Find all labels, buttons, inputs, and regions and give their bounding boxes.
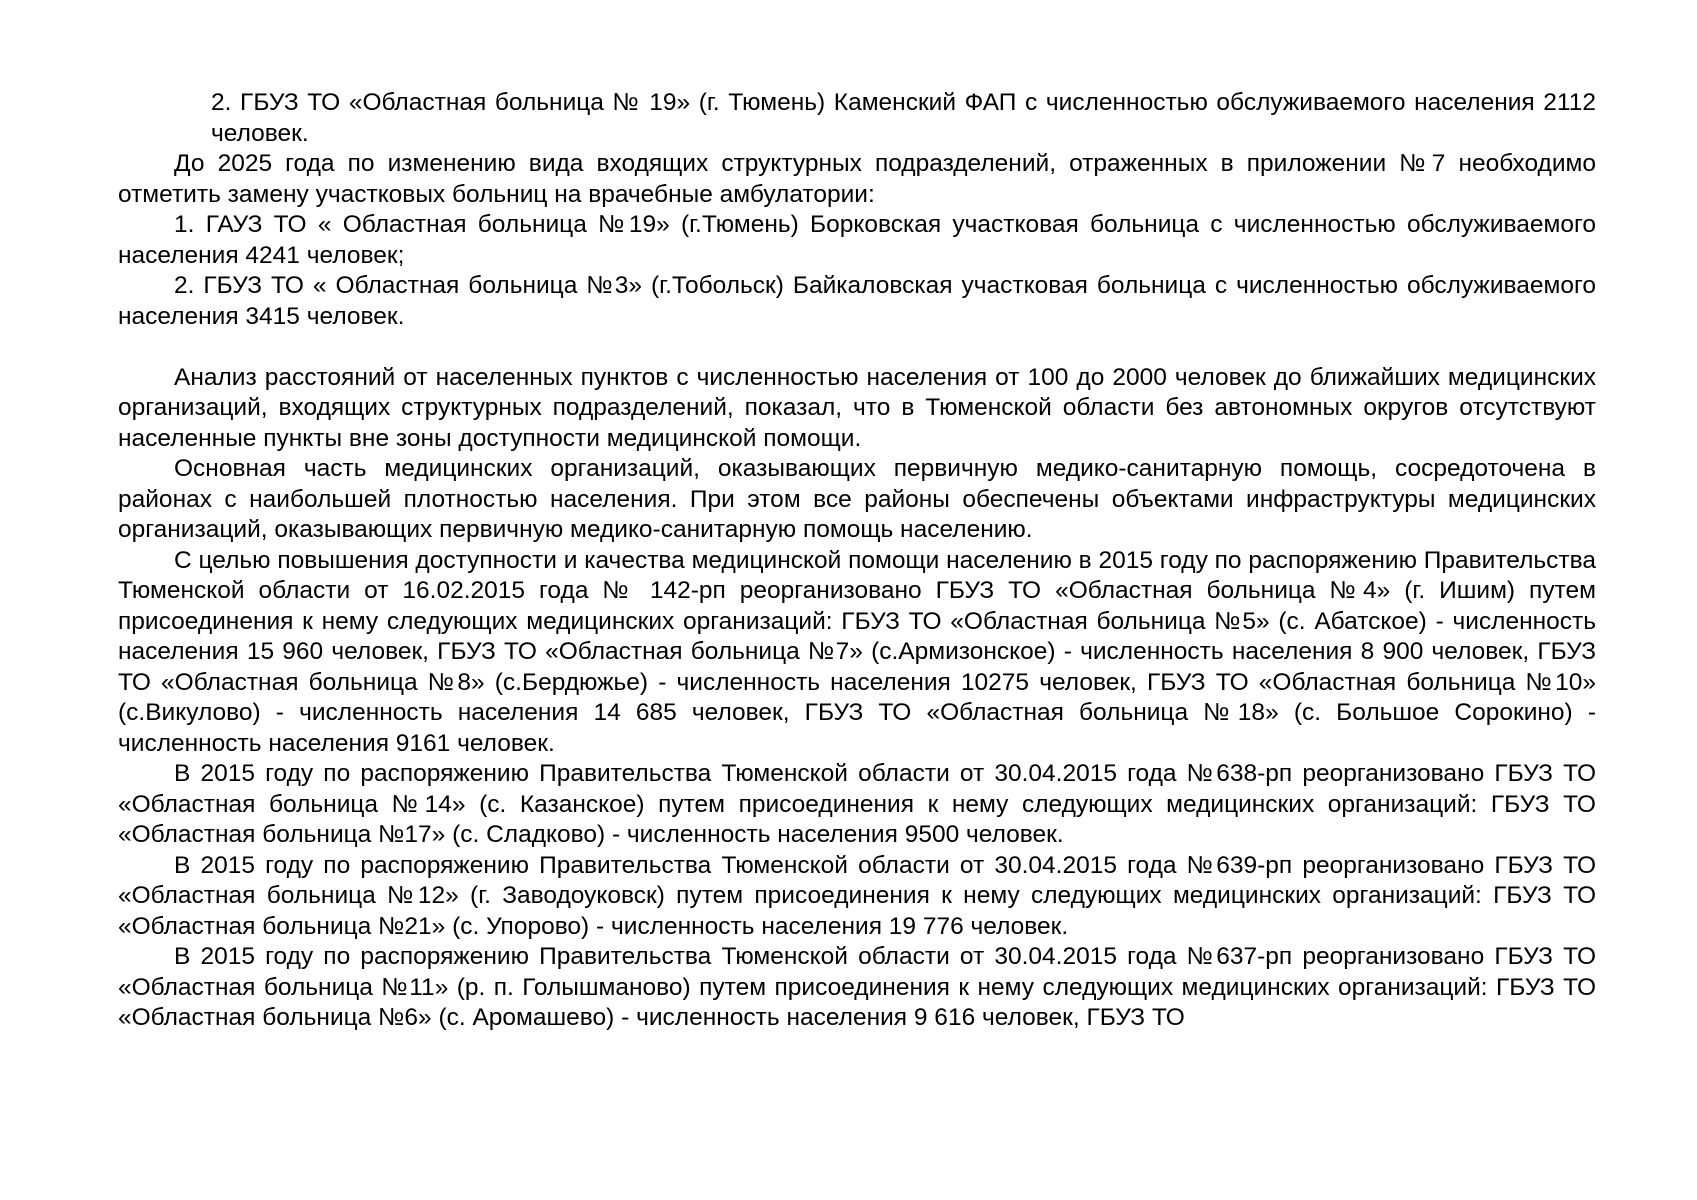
list-item-fap-kamensky: 2. ГБУЗ ТО «Областная больница № 19» (г. Тюмень) Каменский ФАП с численностью обслуживаемого населения 2112 человек. (211, 89, 1596, 147)
paragraph-reorganization-142: С целью повышения доступности и качества медицинской помощи населению в 2015 году по распоряжению Правительства Тюменской области от 16.02.2015 года № 142-рп реорганизовано ГБУЗ ТО «Областная больница №4» (г. Ишим) путем присоединения к нему следующих медицинских организаций: ГБУЗ ТО «Областная больница №5» (с. Абатское) - численность населения 15 960 человек, ГБУЗ ТО «Областная больница №7» (с.Армизонское) - численность населения 8 900 человек, ГБУЗ ТО «Областная больница №8» (с.Бердюжье) - численность населения 10275 человек, ГБУЗ ТО «Областная больница №10» (с.Викулово) - численность населения 14 685 человек, ГБУЗ ТО «Областная больница №18» (с. Большое Сорокино) - численность населения 9161 человек. (118, 546, 1596, 757)
paragraph-distance-analysis: Анализ расстояний от населенных пунктов с численностью населения от 100 до 2000 человек до ближайших медицинских организаций, входящих структурных подразделений, показал, что в Тюменской области без автономных округов отсутствуют населенные пункты вне зоны доступности медицинской помощи. (118, 363, 1596, 452)
paragraph-main-part: Основная часть медицинских организаций, оказывающих первичную медико-санитарную помощь, сосредоточена в районах с наибольшей плотностью населения. При этом все районы обеспечены объектами инфраструктуры медицинских организаций, оказывающих первичную медико-санитарную помощь населению. (118, 455, 1596, 543)
paragraph-reorganization-639: В 2015 году по распоряжению Правительства Тюменской области от 30.04.2015 года №639-рп реорганизовано ГБУЗ ТО «Областная больница №12» (г. Заводоуковск) путем присоединения к нему следующих медицинских организаций: ГБУЗ ТО «Областная больница №21» (с. Упорово) - численность населения 19 776 человек. (118, 851, 1596, 940)
paragraph-ambulatory-replacement: До 2025 года по изменению вида входящих структурных подразделений, отраженных в приложении №7 необходимо отметить замену участковых больниц на врачебные амбулатории: (118, 150, 1596, 208)
list-item-baykalovskaya: 2. ГБУЗ ТО « Областная больница №3» (г.Тобольск) Байкаловская участковая больница с численностью обслуживаемого населения 3415 человек. (118, 272, 1596, 330)
paragraph-reorganization-637: В 2015 году по распоряжению Правительства Тюменской области от 30.04.2015 года №637-рп реорганизовано ГБУЗ ТО «Областная больница №11» (р. п. Голышманово) путем присоединения к нему следующих медицинских организаций: ГБУЗ ТО «Областная больница №6» (с. Аромашево) - численность населения 9 616 человек, ГБУЗ ТО (118, 943, 1596, 1031)
list-item-borkovskaya: 1. ГАУЗ ТО « Областная больница №19» (г.Тюмень) Борковская участковая больница с численностью обслуживаемого населения 4241 человек; (118, 211, 1596, 269)
document-page (118, 88, 1596, 1034)
paragraph-reorganization-638: В 2015 году по распоряжению Правительства Тюменской области от 30.04.2015 года №638-рп реорганизовано ГБУЗ ТО «Областная больница №14» (с. Казанское) путем присоединения к нему следующих медицинских организаций: ГБУЗ ТО «Областная больница №17» (с. Сладково) - численность населения 9500 человек. (118, 760, 1596, 848)
paragraph-spacer (118, 332, 1596, 363)
